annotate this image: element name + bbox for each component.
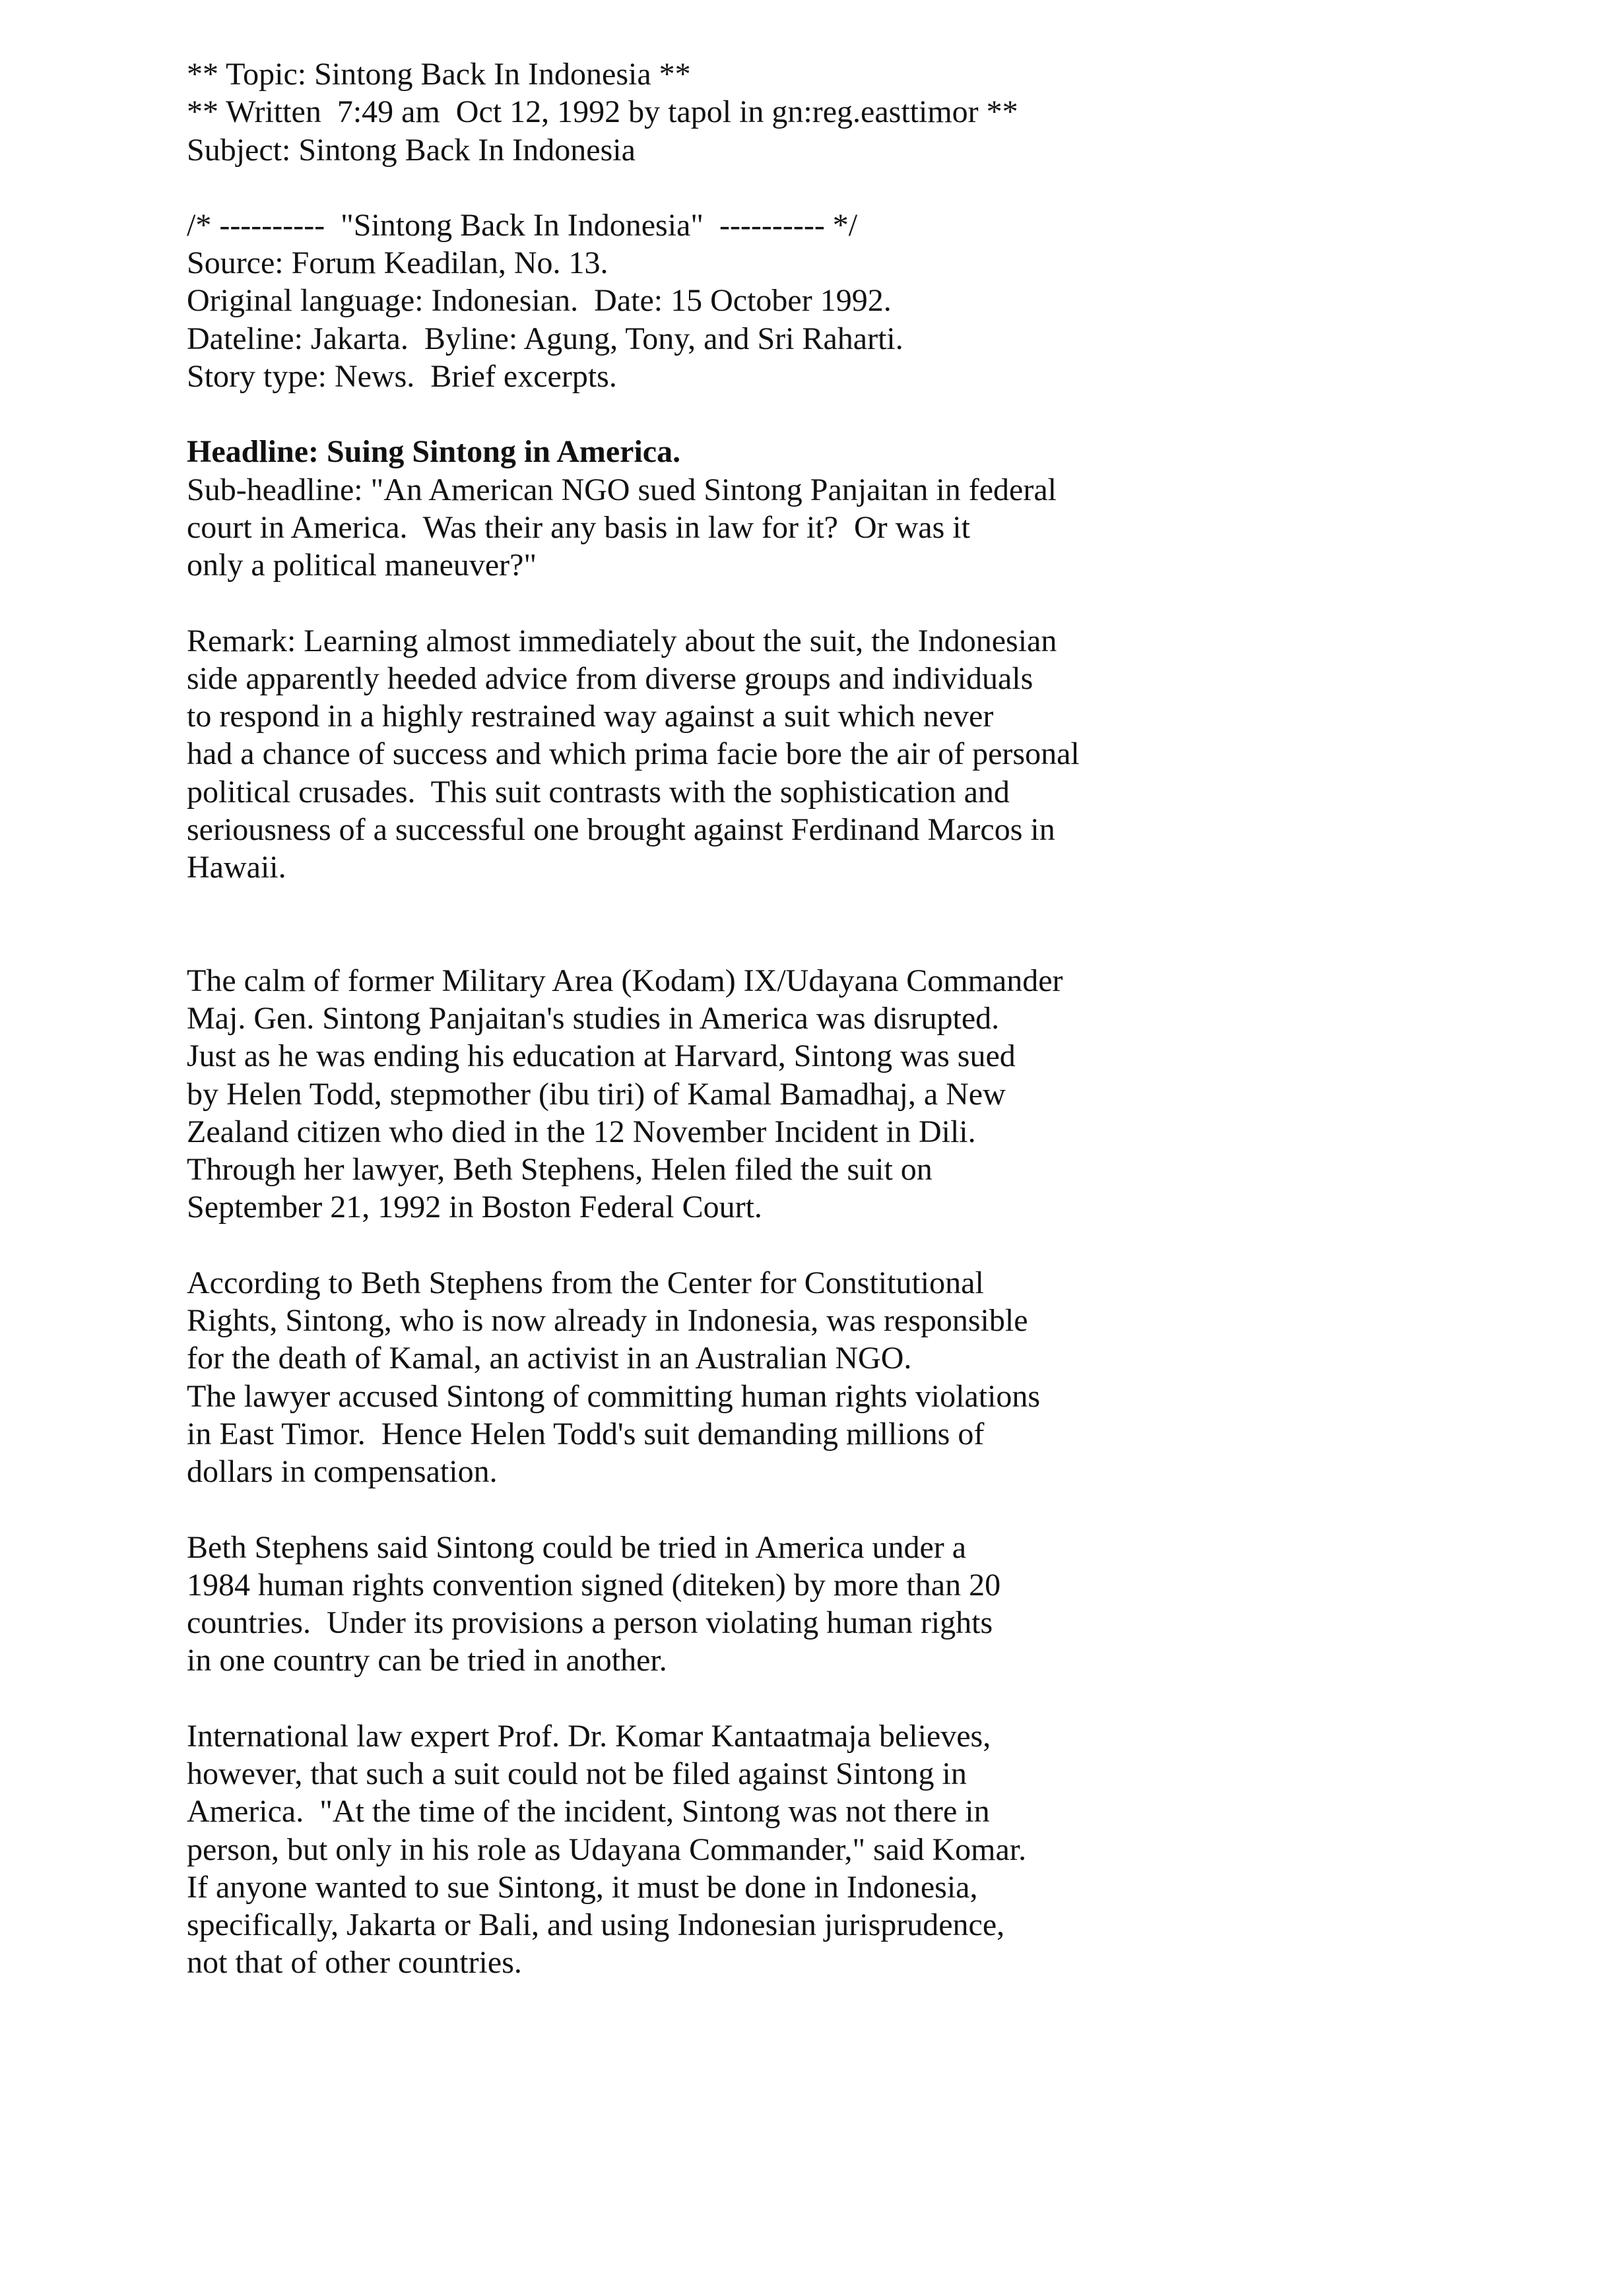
remark-line: political crusades. This suit contrasts with the sophistication and bbox=[187, 774, 1010, 810]
body-line: in one country can be tried in another. bbox=[187, 1643, 667, 1678]
body-line: The lawyer accused Sintong of committing human rights violations bbox=[187, 1378, 1041, 1414]
subheadline-line: only a political maneuver?" bbox=[187, 548, 537, 583]
headline-block bbox=[187, 433, 1507, 584]
body-line: Zealand citizen who died in the 12 November Incident in Dili. bbox=[187, 1114, 976, 1149]
body-line: The calm of former Military Area (Kodam) IX/Udayana Commander bbox=[187, 963, 1063, 998]
topic-line: ** Topic: Sintong Back In Indonesia ** bbox=[187, 57, 691, 92]
body-line: specifically, Jakarta or Bali, and using Indonesian jurisprudence, bbox=[187, 1907, 1005, 1943]
source-line: Source: Forum Keadilan, No. 13. bbox=[187, 245, 608, 281]
body-paragraph-3 bbox=[187, 1529, 1507, 1680]
remark-block bbox=[187, 622, 1507, 887]
header-block bbox=[187, 55, 1507, 169]
body-line: Just as he was ending his education at Harvard, Sintong was sued bbox=[187, 1038, 1016, 1074]
written-line: ** Written 7:49 am Oct 12, 1992 by tapol in gn:reg.easttimor ** bbox=[187, 94, 1018, 130]
body-line: countries. Under its provisions a person violating human rights bbox=[187, 1605, 993, 1641]
dateline-line: Dateline: Jakarta. Byline: Agung, Tony, and Sri Raharti. bbox=[187, 321, 903, 356]
body-line: in East Timor. Hence Helen Todd's suit demanding millions of bbox=[187, 1416, 985, 1451]
subheadline-line: Sub-headline: "An American NGO sued Sintong Panjaitan in federal bbox=[187, 472, 1057, 507]
body-line: America. "At the time of the incident, Sintong was not there in bbox=[187, 1794, 990, 1830]
subheadline-line: court in America. Was their any basis in law for it? Or was it bbox=[187, 509, 970, 545]
body-line: for the death of Kamal, an activist in an Australian NGO. bbox=[187, 1341, 912, 1376]
body-line: dollars in compensation. bbox=[187, 1454, 498, 1490]
separator-line: /* ---------- "Sintong Back In Indonesia" ---------- */ bbox=[187, 207, 858, 243]
body-line: Through her lawyer, Beth Stephens, Helen filed the suit on bbox=[187, 1152, 933, 1188]
body-line: September 21, 1992 in Boston Federal Court. bbox=[187, 1190, 762, 1225]
remark-line: seriousness of a successful one brought against Ferdinand Marcos in bbox=[187, 812, 1055, 848]
body-line: If anyone wanted to sue Sintong, it must be done in Indonesia, bbox=[187, 1869, 978, 1905]
body-line: Beth Stephens said Sintong could be tried in America under a bbox=[187, 1529, 967, 1565]
body-line: According to Beth Stephens from the Center for Constitutional bbox=[187, 1265, 984, 1300]
body-line: 1984 human rights convention signed (diteken) by more than 20 bbox=[187, 1567, 1001, 1603]
body-line: person, but only in his role as Udayana Commander," said Komar. bbox=[187, 1832, 1027, 1867]
body-line: International law expert Prof. Dr. Komar Kantaatmaja believes, bbox=[187, 1718, 991, 1754]
body-paragraph-4 bbox=[187, 1717, 1507, 1982]
remark-line: had a chance of success and which prima facie bore the air of personal bbox=[187, 736, 1080, 772]
headline-title: Headline: Suing Sintong in America. bbox=[187, 434, 681, 470]
body-paragraph-1 bbox=[187, 962, 1507, 1227]
body-line: however, that such a suit could not be filed against Sintong in bbox=[187, 1756, 967, 1791]
remark-line: to respond in a highly restrained way against a suit which never bbox=[187, 699, 994, 734]
body-line: by Helen Todd, stepmother (ibu tiri) of Kamal Bamadhaj, a New bbox=[187, 1076, 1006, 1112]
remark-line: Hawaii. bbox=[187, 850, 286, 885]
remark-line: Remark: Learning almost immediately about the suit, the Indonesian bbox=[187, 623, 1057, 658]
body-paragraph-2 bbox=[187, 1264, 1507, 1491]
body-line: Maj. Gen. Sintong Panjaitan's studies in America was disrupted. bbox=[187, 1000, 1000, 1036]
remark-line: side apparently heeded advice from diverse groups and individuals bbox=[187, 660, 1033, 696]
subject-line: Subject: Sintong Back In Indonesia bbox=[187, 132, 636, 168]
body-line: Rights, Sintong, who is now already in Indonesia, was responsible bbox=[187, 1303, 1028, 1339]
meta-block bbox=[187, 207, 1507, 395]
story-type-line: Story type: News. Brief excerpts. bbox=[187, 359, 617, 395]
body-line: not that of other countries. bbox=[187, 1945, 522, 1981]
document-text bbox=[187, 55, 1507, 1982]
language-line: Original language: Indonesian. Date: 15 October 1992. bbox=[187, 283, 892, 319]
